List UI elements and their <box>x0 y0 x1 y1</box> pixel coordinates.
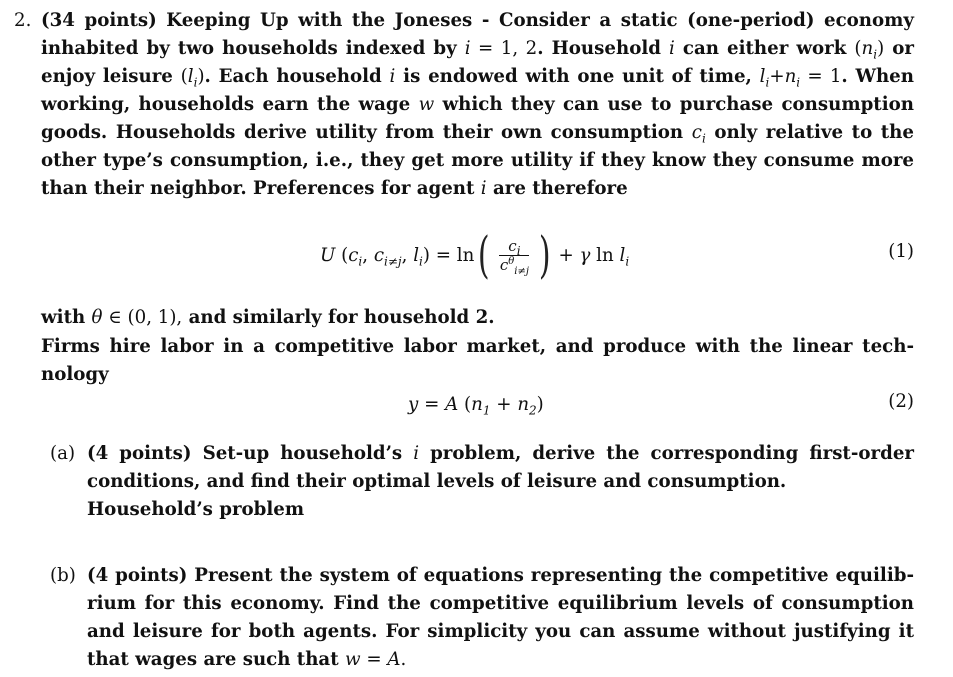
math-theta: θ ∈ (0, 1), <box>91 307 183 328</box>
eq1-fraction <box>496 236 533 277</box>
technology-line: nology <box>41 364 109 385</box>
text-fragment: can either work <box>682 38 847 59</box>
firms-line: Firms hire labor in a competitive labor market, and produce with the linear tech- <box>41 336 914 357</box>
text-fragment: working, households earn the wage <box>41 94 411 115</box>
math-li: $(l_i)$ <box>180 66 205 90</box>
eq1-numerator: $c_i$ <box>508 236 521 258</box>
utility-equation <box>320 224 629 286</box>
text-fragment: . When <box>841 66 914 87</box>
math-time-constraint: $l_i+n_i = 1$ <box>759 66 842 90</box>
part-b-label: (b) <box>50 565 76 586</box>
paragraph-line-4 <box>41 119 914 147</box>
text-fragment: inhabited by two households indexed by <box>41 38 457 59</box>
eq1-lhs: U ($c_i$, $c_{i\ne j}$, $l_i) = \ln$ <box>320 244 475 269</box>
part-b-line-2: rium for this economy. Find the competitive equilibrium levels of consumption <box>87 593 914 614</box>
eq1-rhs: + γ $\ln l_i$ <box>558 244 630 269</box>
paragraph-line-2 <box>41 63 914 91</box>
part-a-line-2: conditions, and find their optimal levels of leisure and consumption. <box>87 471 787 492</box>
text-fragment: goods. Households derive utility from their own consumption <box>41 122 684 143</box>
question-title: Keeping Up with the Joneses - Consider a static (one-period) economy <box>166 10 914 31</box>
right-paren: ) <box>538 226 551 284</box>
part-a-label: (a) <box>50 443 76 464</box>
text-fragment: enjoy leisure <box>41 66 173 87</box>
math-i-eq: i = 1, 2 <box>464 38 538 59</box>
math-w: w <box>418 94 435 115</box>
part-b-line-4 <box>87 646 914 674</box>
part-b-line-1: (4 points) Present the system of equations representing the competitive equilib- <box>87 565 914 586</box>
part-a-line-3: Household’s problem <box>87 499 305 520</box>
math-ni: $(n_i)$ <box>854 38 885 62</box>
text-fragment: which they can use to purchase consumption <box>442 94 914 115</box>
text-fragment: with <box>41 307 86 328</box>
math-i: i <box>413 443 420 464</box>
paragraph-line-3 <box>41 91 914 119</box>
text-fragment: . Each household <box>204 66 382 87</box>
part-a-line-1 <box>87 440 914 468</box>
production-equation: y = A $(n_1 + n_2)$ <box>408 394 544 418</box>
text-fragment: and similarly for household 2. <box>188 307 495 328</box>
paragraph-line-6 <box>41 175 914 203</box>
eq1-denominator: $c^\theta_{i\ne j}$ <box>499 255 529 277</box>
text-fragment: than their neighbor. Preferences for agent <box>41 178 475 199</box>
text-fragment: or <box>892 38 914 59</box>
math-i: i <box>389 66 396 87</box>
math-wage-eq: w = A. <box>344 649 407 670</box>
question-number: 2. <box>14 10 32 31</box>
theta-line <box>41 304 914 332</box>
part-b-line-3: and leisure for both agents. For simplicity you can assume without justifying it <box>87 621 914 642</box>
text-fragment: that wages are such that <box>87 649 339 670</box>
left-paren: ( <box>478 226 490 284</box>
paragraph-line-5 <box>41 147 914 175</box>
text-fragment: are therefore <box>492 178 628 199</box>
text-fragment: . Household <box>537 38 661 59</box>
text-fragment: (4 points) Set-up household’s <box>87 443 403 464</box>
equation-number-1: (1) <box>888 241 914 262</box>
text-fragment: is endowed with one unit of time, <box>403 66 752 87</box>
text-fragment: problem, derive the corresponding first-order <box>430 443 914 464</box>
math-i: i <box>480 178 487 199</box>
paragraph-line-1 <box>41 35 914 63</box>
equation-number-2: (2) <box>888 391 914 412</box>
text-fragment: only relative to the <box>714 122 914 143</box>
math-ci: $c_i$ <box>691 122 706 146</box>
math-i: i <box>669 38 675 59</box>
text-fragment: other type’s consumption, i.e., they get more utility if they know they consume more <box>41 150 914 171</box>
question-title-line <box>41 7 914 35</box>
question-points: (34 points) <box>41 10 157 31</box>
